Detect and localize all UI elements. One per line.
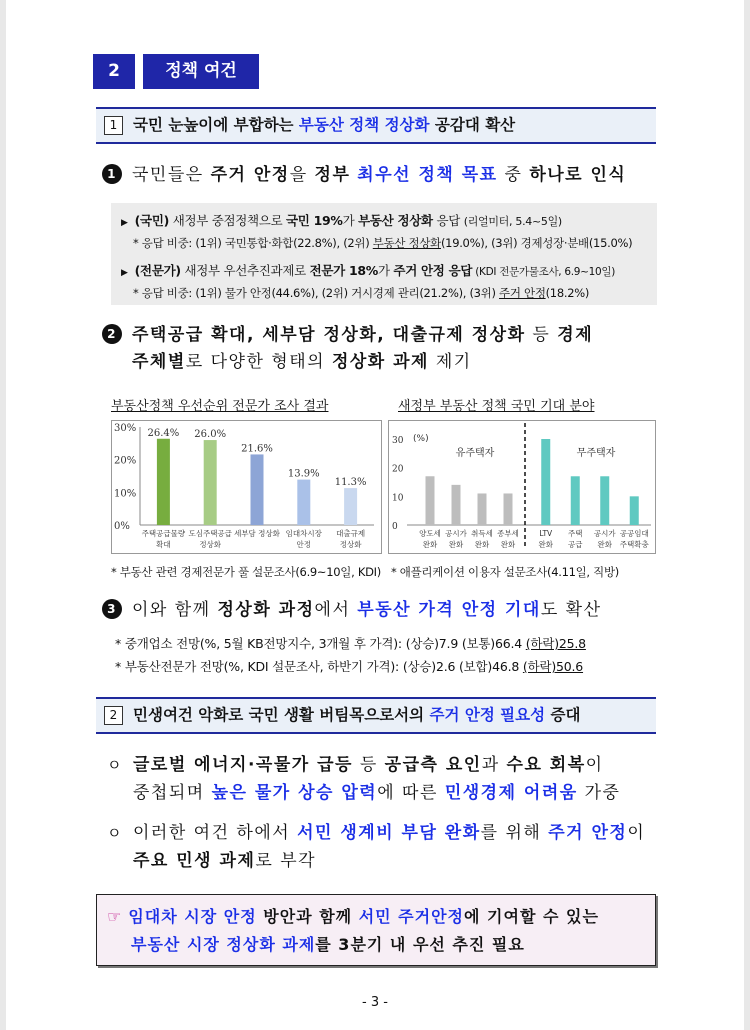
category-label: 임대차시장: [285, 529, 322, 538]
box-line-citizens: ▶ (국민) 새정부 중점정책으로 국민 19%가 부동산 정상화 응답 (리얼미터, 5.4~5일): [121, 213, 562, 228]
box-line-citizens-detail: * 응답 비중: (1위) 국민통합·화합(22.8%), (2위) 부동산 정상화(19.0%), (3위) 경제성장·분배(15.0%): [133, 236, 633, 250]
category-label: 공공임대: [619, 529, 649, 538]
group-label: 유주택자: [455, 448, 495, 459]
bar: [630, 496, 639, 525]
subsection-2-number: 2: [104, 706, 123, 725]
category-label: 완화: [500, 540, 516, 549]
y-tick-label: 20%: [114, 455, 137, 467]
paragraph-2-continued: 주요 민생 과제로 부각: [133, 851, 317, 871]
point-3-note-1: * 중개업소 전망(%, 5월 KB전망지수, 3개월 후 가격): (상승)7.9 (보통)66.4 (하락)25.8: [115, 636, 586, 651]
chart-2-title: 새정부 부동산 정책 국민 기대 분야: [398, 399, 595, 414]
paragraph-1: ㅇ 글로벌 에너지·곡물가 급등 등 공급측 요인과 수요 회복이: [107, 752, 604, 778]
category-label: 도심주택공급: [188, 529, 232, 538]
right-page-edge: [744, 0, 750, 1030]
point-3: 3 이와 함께 정상화 과정에서 부동산 가격 안정 기대도 확산: [102, 597, 602, 623]
y-tick-label: 10%: [114, 488, 137, 500]
bar: [571, 476, 580, 525]
expert-priority-bar-chart: [112, 421, 381, 553]
unit-label: (%): [413, 434, 429, 444]
bar: [157, 439, 170, 525]
triangle-bullet-icon: ▶: [121, 268, 128, 278]
bar: [452, 485, 461, 525]
bar: [426, 476, 435, 525]
category-label: 완화: [422, 540, 438, 549]
category-label: 취득세: [471, 529, 493, 538]
category-label: 대출규제: [336, 529, 366, 538]
category-label: 확대: [156, 540, 171, 549]
bar: [297, 480, 310, 525]
box-line-experts-detail: * 응답 비중: (1위) 물가 안정(44.6%), (2위) 거시경제 관리(21.2%), (3위) 주거 안정(18.2%): [133, 286, 590, 300]
chart-1-title: 부동산정책 우선순위 전문가 조사 결과: [111, 399, 329, 414]
point-3-note-2: * 부동산전문가 전망(%, KDI 설문조사, 하반기 가격): (상승)2.6 (보합)46.8 (하락)50.6: [115, 659, 584, 674]
circle-bullet: ㅇ: [107, 824, 123, 842]
bar-value-label: 13.9%: [287, 468, 320, 480]
bar: [600, 476, 609, 525]
category-label: 정상화: [199, 540, 222, 549]
subsection-1-number: 1: [104, 116, 123, 135]
category-label: 주택공급물량: [141, 529, 186, 538]
y-tick-label: 10: [392, 493, 404, 504]
category-label: 공시가: [445, 529, 467, 538]
bar-value-label: 26.0%: [194, 429, 227, 441]
bar-value-label: 26.4%: [147, 427, 180, 439]
paragraph-2: ㅇ 이러한 여건 하에서 서민 생계비 부담 완화를 위해 주거 안정이: [107, 820, 645, 846]
category-label: 완화: [474, 540, 490, 549]
point-3-number: 3: [102, 599, 122, 619]
pointing-hand-icon: ☞: [107, 907, 123, 926]
page-number: - 3 -: [362, 995, 388, 1010]
point-2-continued: 주체별로 다양한 형태의 정상화 과제 제기: [132, 352, 472, 372]
chart-2-source-note: * 애플리케이션 이용자 설문조사(4.11일, 직방): [391, 565, 619, 579]
category-label: 양도세: [419, 529, 441, 538]
category-label: 정상화: [339, 540, 362, 549]
y-tick-label: 20: [392, 464, 404, 475]
category-label: 주택확충: [619, 540, 649, 549]
category-label: LTV: [539, 529, 553, 538]
category-label: 종부세: [497, 529, 519, 538]
category-label: 공시가: [593, 529, 616, 538]
chart-2-frame: [388, 420, 656, 554]
conclusion-box: ☞ 임대차 시장 안정 방안과 함께 서민 주거안정에 기여할 수 있는 부동산 시장 정상화 과제를 3분기 내 우선 추진 필요: [96, 894, 656, 966]
point-2-number: 2: [102, 324, 122, 344]
point-1-number: 1: [102, 164, 122, 184]
subsection-1-header: 1 국민 눈높이에 부합하는 부동산 정책 정상화 공감대 확산: [96, 107, 656, 144]
bar: [204, 440, 217, 525]
triangle-bullet-icon: ▶: [121, 218, 128, 228]
group-label: 무주택자: [576, 448, 616, 459]
section-title: 정책 여건: [143, 54, 259, 89]
bar-value-label: 21.6%: [241, 443, 273, 455]
point-1: 1 국민들은 주거 안정을 정부 최우선 정책 목표 중 하나로 인식: [102, 162, 626, 188]
y-tick-label: 0: [392, 522, 398, 532]
subsection-2-emphasis: 주거 안정 필요성: [429, 706, 546, 724]
category-label: 주택: [568, 529, 583, 538]
subsection-1-emphasis: 부동산 정책 정상화: [298, 116, 430, 134]
section-number: 2: [93, 54, 135, 89]
y-tick-label: 30%: [114, 423, 137, 434]
survey-summary-box: [111, 203, 657, 305]
left-page-edge: [0, 0, 6, 1030]
category-label: 완화: [448, 540, 464, 549]
point-2: 2 주택공급 확대, 세부담 정상화, 대출규제 정상화 등 경제: [102, 322, 593, 348]
category-label: 세부담 정상화: [234, 529, 280, 538]
category-label: 공급: [568, 540, 583, 549]
category-label: 안정: [296, 540, 312, 549]
bar: [478, 493, 487, 525]
chart-1-source-note: * 부동산 관련 경제전문가 풀 설문조사(6.9~10일, KDI): [111, 565, 381, 579]
paragraph-1-continued: 중첩되며 높은 물가 상승 압력에 따른 민생경제 어려움 가중: [133, 783, 621, 803]
bar: [504, 493, 513, 525]
chart-1-frame: [111, 420, 382, 554]
y-tick-label: 0%: [114, 521, 130, 532]
y-tick-label: 30: [392, 436, 404, 446]
bar: [344, 488, 357, 525]
bar: [541, 439, 550, 525]
box-line-experts: ▶ (전문가) 새정부 우선추진과제로 전문가 18%가 주거 안정 응답 (KDI 전문가물조사, 6.9~10일): [121, 263, 616, 278]
category-label: 완화: [597, 540, 612, 549]
circle-bullet: ㅇ: [107, 756, 123, 774]
subsection-2-header: 2 민생여건 악화로 국민 생활 버팀목으로서의 주거 안정 필요성 증대: [96, 697, 656, 734]
bar: [251, 454, 264, 525]
public-expectation-bar-chart: [389, 421, 655, 553]
bar-value-label: 11.3%: [334, 477, 367, 489]
category-label: 완화: [538, 540, 553, 549]
